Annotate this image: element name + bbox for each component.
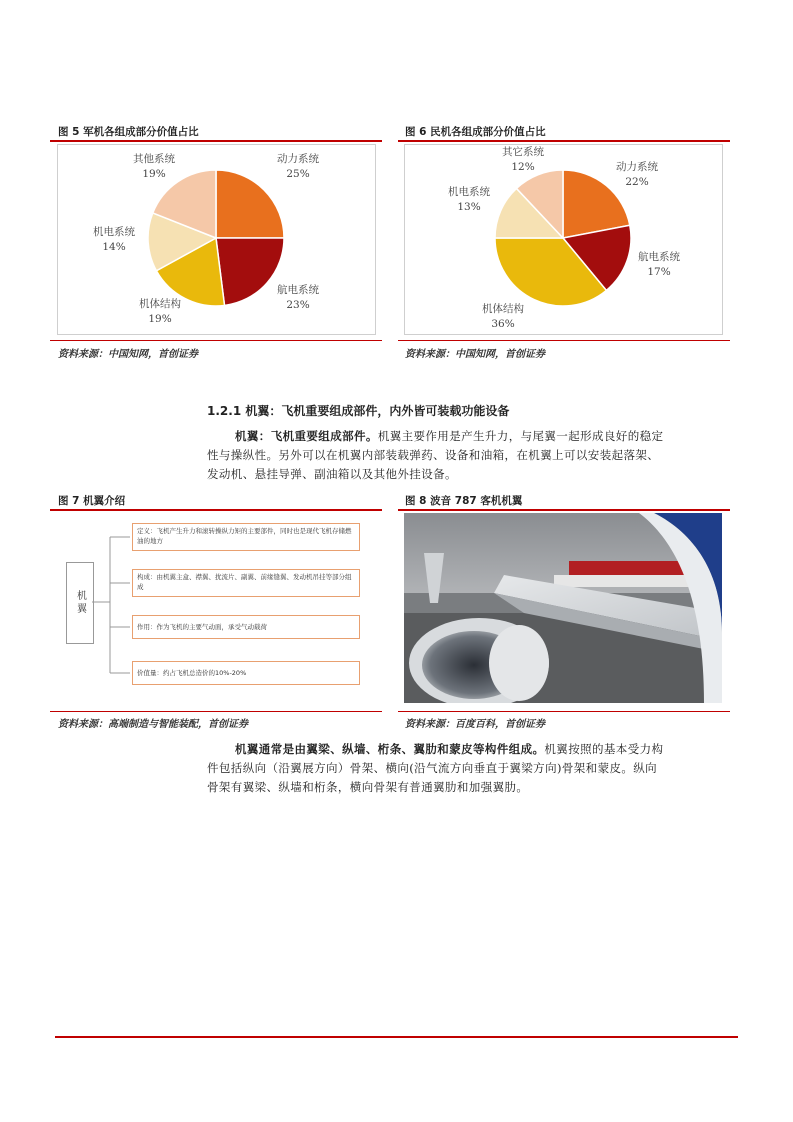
footer-rule [55,1036,738,1038]
para1-line2: 性与操纵性。另外可以在机翼内部装载弹药、设备和油箱，在机翼上可以安装起落架、 [207,448,660,462]
wing-value-box: 价值量：约占飞机总造价的10%-20% [132,661,360,685]
pie5-slice-power [216,170,284,238]
fig7-top-rule [50,509,382,511]
section-heading: 1.2.1 机翼：飞机重要组成部件，内外皆可装载功能设备 [207,404,510,418]
wing-definition-box: 定义：飞机产生升力和滚转操纵力矩的主要部件，同时也是现代飞机存储燃油的地方 [132,523,360,551]
fig6-title: 图 6 民机各组成部分价值占比 [405,126,546,138]
para1-line1: 机翼主要作用是产生升力，与尾翼一起形成良好的稳定 [377,429,664,443]
fig6-chart-frame [404,144,723,335]
pie6-label-airframe: 机体结构 [482,303,524,315]
para1-lead: 机翼：飞机重要组成部件。 [235,429,378,443]
fig8-title: 图 8 波音 787 客机机翼 [405,495,523,507]
paragraph-wing-structure [207,740,737,797]
fig6-pie-chart [405,145,722,334]
fig8-top-rule [398,509,730,511]
pie5-label-power: 动力系统 [277,153,319,165]
fig7-title: 图 7 机翼介绍 [58,495,126,507]
pie5-value-other: 19% [142,168,166,180]
fig6-bottom-rule [398,340,730,341]
para2-line1: 机翼按照的基本受力构 [544,742,664,756]
fig7-bottom-rule [50,711,382,712]
pie5-label-avionics: 航电系统 [277,284,319,296]
fig6-top-rule [398,140,730,142]
para2-lead: 机翼通常是由翼梁、纵墙、桁条、翼肋和蒙皮等构件组成。 [235,742,545,756]
pie5-label-other: 其他系统 [133,153,175,165]
fig8-source: 资料来源：百度百科，首创证券 [405,719,545,730]
pie5-label-airframe: 机体结构 [139,298,181,310]
fig7-source: 资料来源：高端制造与智能装配，首创证券 [58,719,248,730]
wing-diagram-connectors [92,515,132,705]
pie5-value-electromech: 14% [102,241,126,253]
wing-photo-illustration [404,513,722,703]
pie5-value-airframe: 19% [148,313,172,325]
fig5-source: 资料来源：中国知网，首创证券 [58,349,198,360]
pie6-value-avionics: 17% [647,266,671,278]
para2-line2: 件包括纵向（沿翼展方向）骨架、横向(沿气流方向垂直于翼梁方向)骨架和蒙皮。纵向 [207,761,658,775]
para2-line3: 骨架有翼梁、纵墙和桁条，横向骨架有普通翼肋和加强翼肋。 [207,780,529,794]
pie6-value-other: 12% [511,161,535,173]
pie6-value-electromech: 13% [457,201,481,213]
pie6-label-power: 动力系统 [616,161,658,173]
boeing-787-wing-photo [404,513,722,703]
para1-line3: 发动机、悬挂导弹、副油箱以及其他外挂设备。 [207,467,457,481]
pie5-value-power: 25% [286,168,310,180]
fig5-title: 图 5 军机各组成部分价值占比 [58,126,199,138]
wing-composition-box: 构成：由机翼主盒、襟翼、扰流片、副翼、前缘缝翼、发动机吊挂等部分组成 [132,569,360,597]
wing-function-box: 作用：作为飞机的主要气动面，承受气动载荷 [132,615,360,639]
wing-diagram [58,515,378,705]
pie5-value-avionics: 23% [286,299,310,311]
fig6-source: 资料来源：中国知网，首创证券 [405,349,545,360]
pie5-slice-avionics [216,238,284,305]
pie6-value-power: 22% [625,176,649,188]
fig5-chart-frame [57,144,376,335]
paragraph-wing-intro [207,427,737,484]
fig5-bottom-rule [50,340,382,341]
pie6-label-other: 其它系统 [502,146,544,158]
pie6-label-avionics: 航电系统 [638,251,680,263]
fig5-top-rule [50,140,382,142]
pie5-label-electromech: 机电系统 [93,226,135,238]
fig8-bottom-rule [398,711,730,712]
pie6-label-electromech: 机电系统 [448,186,490,198]
pie6-value-airframe: 36% [491,318,515,330]
wing-root-node: 机翼 [66,562,94,644]
fig5-pie-chart [58,145,375,334]
